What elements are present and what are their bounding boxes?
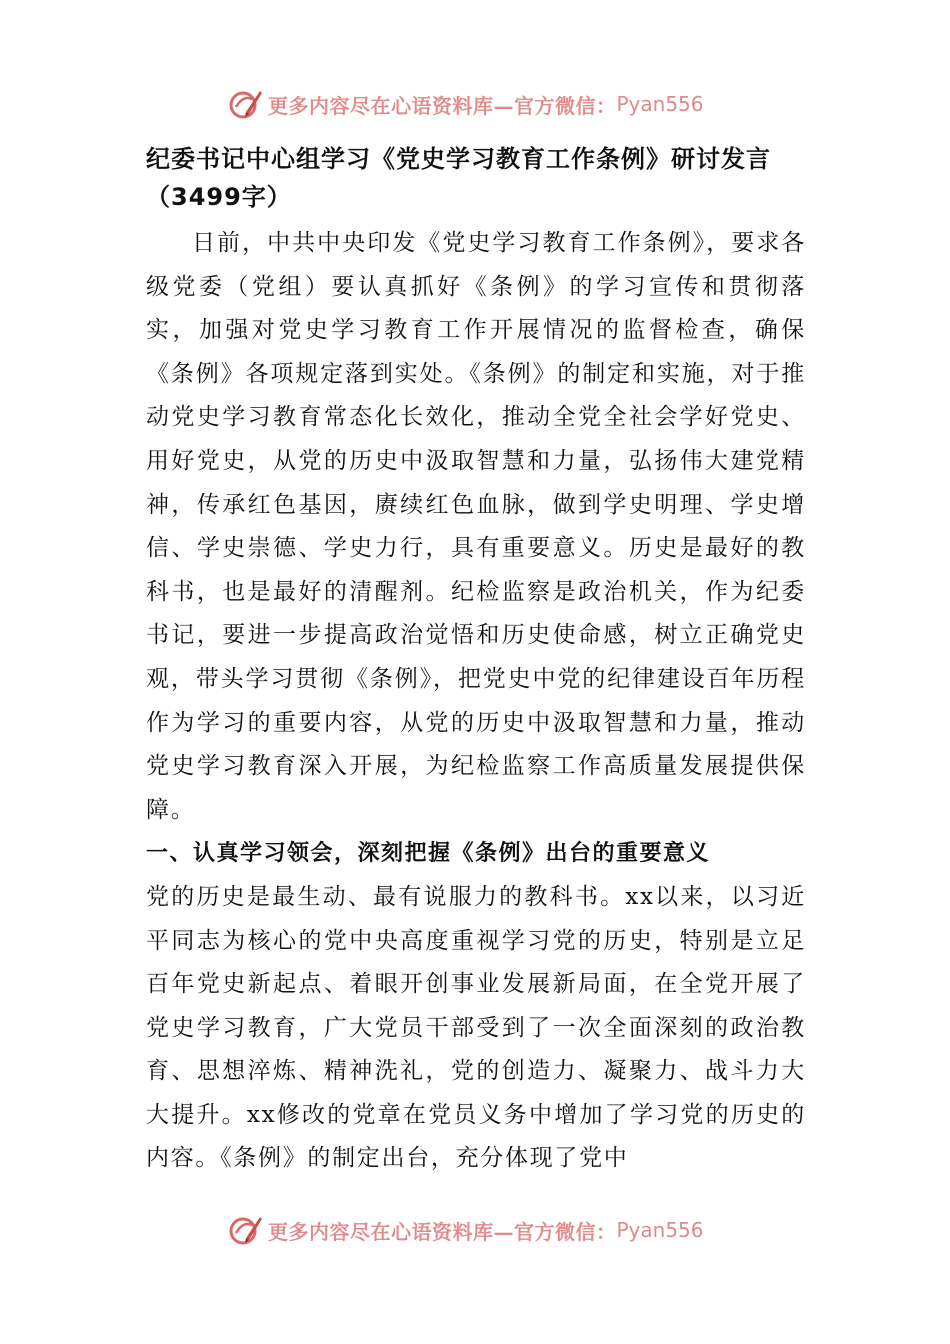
document-title: [146, 140, 806, 216]
pen-logo-icon: [226, 85, 264, 123]
watermark-footer: [226, 1210, 746, 1250]
document-body: [146, 140, 806, 1181]
title-word-count: （3499字）: [146, 183, 292, 211]
paragraph-intro: 日前，中共中央印发《党史学习教育工作条例》，要求各级党委（党组）要认真抓好《条例》的学习宣传和贯彻落实，加强对党史学习教育工作开展情况的监督检查，确保《条例》各项规定落到实处。《条例》的制定和实施，对于推动党史学习教育常态化长效化，推动全党全社会学好党史、用好党史，从党的历史中汲取智慧和力量，弘扬伟大建党精神，传承红色基因，赓续红色血脉，做到学史明理、学史增信、学史崇德、学史力行，具有重要意义。历史是最好的教科书，也是最好的清醒剂。纪检监察是政治机关，作为纪委书记，要进一步提高政治觉悟和历史使命感，树立正确党史观，带头学习贯彻《条例》，把党史中党的纪律建设百年历程作为学习的重要内容，从党的历史中汲取智慧和力量，推动党史学习教育深入开展，为纪检监察工作高质量发展提供保障。: [146, 230, 806, 823]
section-heading-1: 一、认真学习领会，深刻把握《条例》出台的重要意义: [146, 841, 711, 867]
pen-logo-icon: [226, 1211, 264, 1249]
watermark-wechat-id: Pyan556: [616, 1218, 704, 1242]
watermark-text: 更多内容尽在心语资料库—官方微信：: [268, 93, 617, 118]
watermark-header: [226, 84, 746, 124]
title-line1: 纪委书记中心组学习《党史学习教育工作条例》研讨发言: [146, 145, 771, 173]
paragraph-section-1: 党的历史是最生动、最有说服力的教科书。xx以来，以习近平同志为核心的党中央高度重视学习党的历史，特别是立足百年党史新起点、着眼开创事业发展新局面，在全党开展了党史学习教育，广大党员干部受到了一次全面深刻的政治教育、思想淬炼、精神洗礼，党的创造力、凝聚力、战斗力大大提升。xx修改的党章在党员义务中增加了学习党的历史的内容。《条例》的制定出台，充分体现了党中: [146, 883, 806, 1172]
watermark-wechat-id: Pyan556: [616, 92, 704, 116]
watermark-text: 更多内容尽在心语资料库—官方微信：: [268, 1219, 617, 1244]
